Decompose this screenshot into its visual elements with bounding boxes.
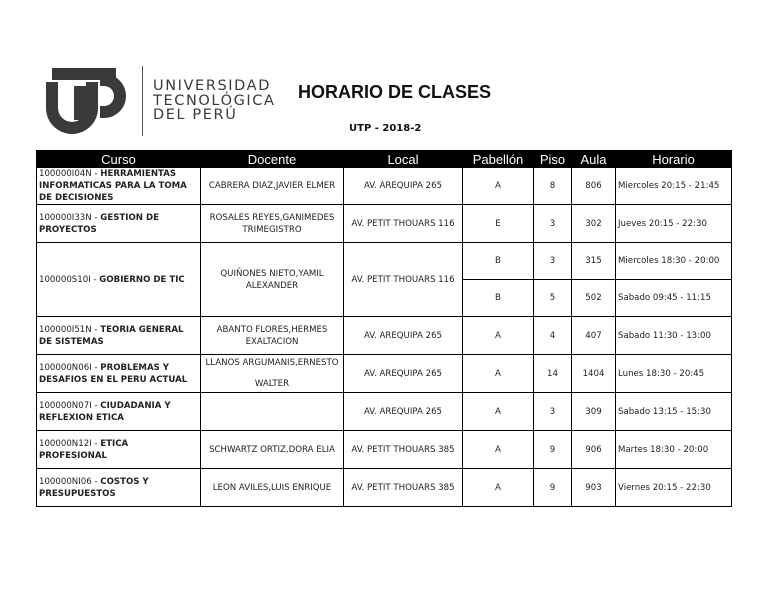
cell-piso: 9 [534, 431, 572, 469]
cell-curso: 100000I04N - HERRAMIENTAS INFORMATICAS PARA LA TOMA DE DECISIONES [37, 168, 201, 205]
header-local: Local [344, 151, 463, 168]
cell-pabellon: A [463, 168, 534, 205]
table-row [37, 355, 732, 393]
cell-curso: 100000I33N - GESTION DE PROYECTOS [37, 205, 201, 243]
schedule-table [36, 150, 732, 507]
cell-piso: 14 [534, 355, 572, 393]
cell-pabellon: E [463, 205, 534, 243]
cell-pabellon: A [463, 393, 534, 431]
cell-docente: ABANTO FLORES,HERMES EXALTACION [201, 317, 344, 355]
cell-curso: 100000NI06 - COSTOS Y PRESUPUESTOS [37, 469, 201, 507]
cell-horario: Lunes 18:30 - 20:45 [616, 355, 732, 393]
table-row [37, 168, 732, 205]
cell-aula: 302 [572, 205, 616, 243]
page-subtitle: UTP - 2018-2 [349, 123, 422, 134]
cell-curso: 100000I51N - TEORIA GENERAL DE SISTEMAS [37, 317, 201, 355]
docente-line-1: LLANOS ARGUMANIS,ERNESTO [205, 358, 339, 368]
utp-logo [44, 66, 130, 134]
cell-pabellon: B [463, 280, 534, 317]
cell-horario: Miercoles 18:30 - 20:00 [616, 243, 732, 280]
cell-docente [201, 393, 344, 431]
cell-aula: 903 [572, 469, 616, 507]
cell-horario: Sabado 09:45 - 11:15 [616, 280, 732, 317]
header-docente: Docente [201, 151, 344, 168]
cell-local: AV. AREQUIPA 265 [344, 168, 463, 205]
table-row [37, 317, 732, 355]
cell-horario: Miercoles 20:15 - 21:45 [616, 168, 732, 205]
cell-local: AV. PETIT THOUARS 116 [344, 205, 463, 243]
cell-horario: Martes 18:30 - 20:00 [616, 431, 732, 469]
logo-divider [142, 66, 143, 136]
table-header-row [37, 151, 732, 168]
cell-curso: 100000N06I - PROBLEMAS Y DESAFIOS EN EL PERU ACTUAL [37, 355, 201, 393]
cell-pabellon: A [463, 355, 534, 393]
table-row [37, 205, 732, 243]
university-line-1: UNIVERSIDAD [153, 78, 271, 94]
table-row [37, 431, 732, 469]
table-row [37, 243, 732, 280]
header-curso: Curso [37, 151, 201, 168]
header-piso: Piso [534, 151, 572, 168]
cell-horario: Sabado 11:30 - 13:00 [616, 317, 732, 355]
cell-pabellon: A [463, 317, 534, 355]
cell-docente [201, 355, 344, 393]
cell-piso: 3 [534, 393, 572, 431]
cell-piso: 4 [534, 317, 572, 355]
cell-curso: 100000N07I - CIUDADANIA Y REFLEXION ETICA [37, 393, 201, 431]
cell-horario: Jueves 20:15 - 22:30 [616, 205, 732, 243]
cell-pabellon: A [463, 431, 534, 469]
header-aula: Aula [572, 151, 616, 168]
cell-horario: Sabado 13:15 - 15:30 [616, 393, 732, 431]
cell-docente: SCHWARTZ ORTIZ,DORA ELIA [201, 431, 344, 469]
cell-docente: ROSALES REYES,GANIMEDES TRIMEGISTRO [201, 205, 344, 243]
university-line-2: TECNOLÓGICA [153, 92, 276, 109]
cell-pabellon: A [463, 469, 534, 507]
cell-aula: 1404 [572, 355, 616, 393]
docente-line-2: WALTER [254, 379, 290, 389]
table-row [37, 393, 732, 431]
cell-curso: 100000N12I - ETICA PROFESIONAL [37, 431, 201, 469]
cell-local: AV. AREQUIPA 265 [344, 393, 463, 431]
cell-piso: 8 [534, 168, 572, 205]
cell-aula: 407 [572, 317, 616, 355]
cell-docente: CABRERA DIAZ,JAVIER ELMER [201, 168, 344, 205]
cell-horario: Viernes 20:15 - 22:30 [616, 469, 732, 507]
university-line-3: DEL PERÚ [153, 107, 238, 123]
cell-docente: QUIÑONES NIETO,YAMIL ALEXANDER [201, 243, 344, 317]
cell-piso: 5 [534, 280, 572, 317]
cell-piso: 3 [534, 243, 572, 280]
cell-local: AV. AREQUIPA 265 [344, 355, 463, 393]
header-pabellon: Pabellón [463, 151, 534, 168]
cell-aula: 315 [572, 243, 616, 280]
page-title: HORARIO DE CLASES [298, 82, 492, 102]
cell-aula: 502 [572, 280, 616, 317]
cell-aula: 906 [572, 431, 616, 469]
cell-aula: 806 [572, 168, 616, 205]
header-horario: Horario [616, 151, 732, 168]
cell-piso: 3 [534, 205, 572, 243]
cell-pabellon: B [463, 243, 534, 280]
cell-local: AV. AREQUIPA 265 [344, 317, 463, 355]
cell-local: AV. PETIT THOUARS 385 [344, 469, 463, 507]
cell-docente: LEON AVILES,LUIS ENRIQUE [201, 469, 344, 507]
cell-piso: 9 [534, 469, 572, 507]
cell-curso: 100000S10I - GOBIERNO DE TIC [37, 243, 201, 317]
university-name [153, 79, 276, 123]
cell-aula: 309 [572, 393, 616, 431]
cell-local: AV. PETIT THOUARS 385 [344, 431, 463, 469]
cell-local: AV. PETIT THOUARS 116 [344, 243, 463, 317]
table-row [37, 469, 732, 507]
